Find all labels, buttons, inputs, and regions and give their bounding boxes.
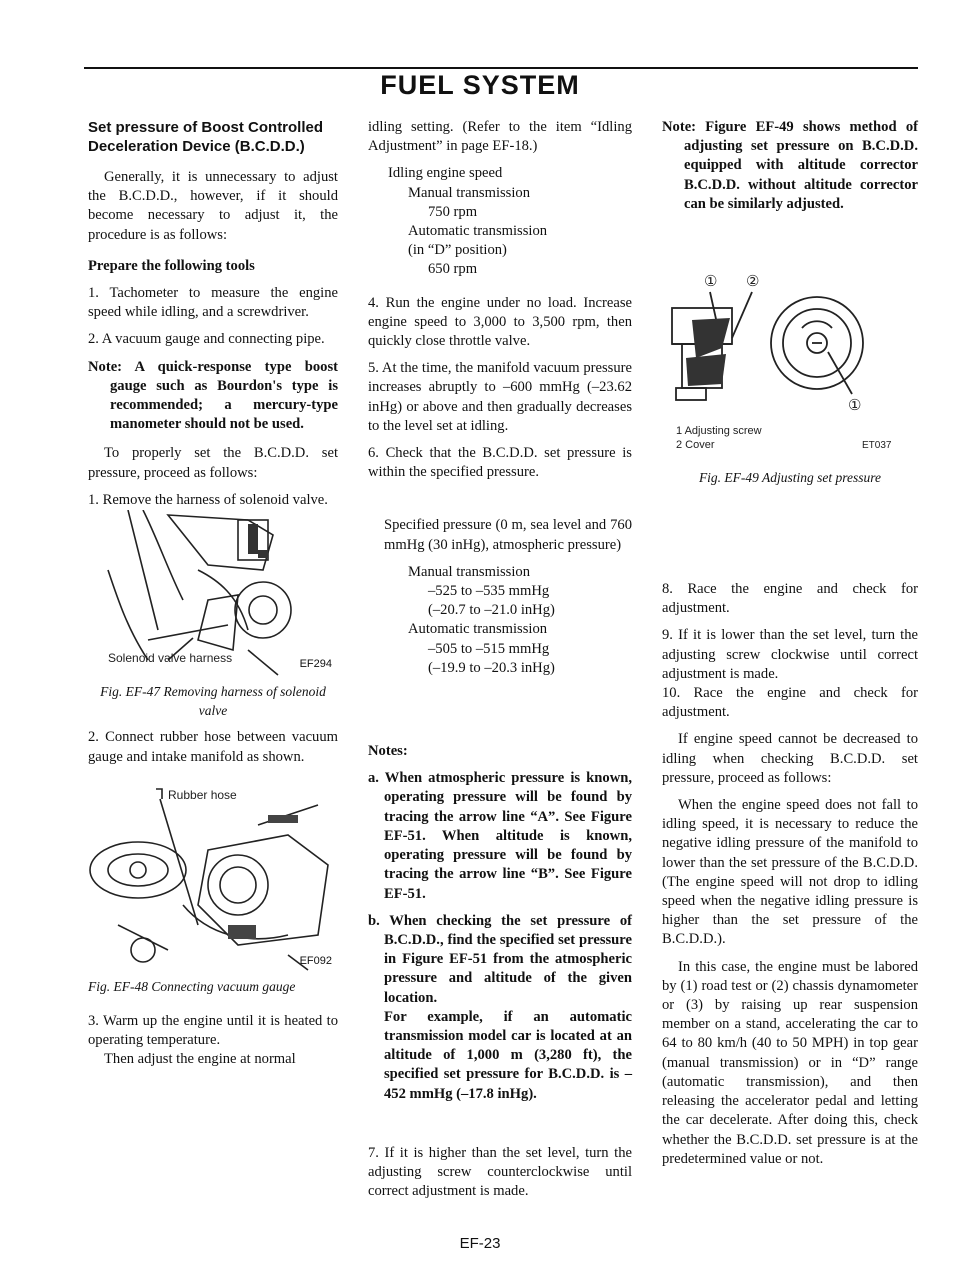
step-7: 7. If it is higher than the set level, turn the adjusting screw counterclockwise until correct adjustment is made. (368, 1144, 632, 1200)
column-right (662, 118, 918, 1177)
page-number: EF-23 (459, 1235, 501, 1252)
idle-at-position: (in “D” position) (408, 242, 507, 259)
step-10: 10. Race the engine and check for adjustment. (662, 685, 918, 721)
spec-at-inhg: (–19.9 to –20.3 inHg) (428, 659, 555, 676)
note-b-example: For example, if an automatic transmission model car is located at an altitude of 1,000 m (3,280 ft), the specified set pressure for B.C.D.D. is –452 mmHg (–17.8 inHg). (384, 1008, 632, 1102)
idle-mt-label: Manual transmission (408, 184, 531, 201)
tool-item-1: 1. Tachometer to measure the engine speed while idling, and a screwdriver. (88, 285, 338, 321)
spec-heading: Specified pressure (0 m, sea level and 760 mmHg (30 inHg), atmospheric pressure) (384, 517, 632, 553)
step-3-continued: Then adjust the engine at normal (104, 1051, 296, 1068)
fig49-callout-1: ① (704, 273, 718, 291)
spec-mt-mmhg: –525 to –535 mmHg (428, 583, 550, 600)
idling-reference: idling setting. (Refer to the item “Idling Adjustment” in page EF-18.) (368, 119, 632, 155)
adjusting-screw-illustration (662, 258, 918, 458)
para-labored: In this case, the engine must be labored by (1) road test or (2) chassis dynamometer or (3) by raising up rear suspension member on a stand, accelerating the car to 64 to 80 km/h (40 to 50 MPH) in top gear (manual transmission) or in “D” range (automatic transmission), and then releasing the accelerator pedal and letting the car decelerate. After doing this, check whether the B.C.D.D. set pressure is at the predetermined value or not. (662, 958, 918, 1167)
note-altitude-corrector: Note: Figure EF-49 shows method of adjusting set pressure on B.C.D.D. equipped with altitude corrector B.C.D.D. without altitude corrector can be similarly adjusted. (662, 119, 918, 212)
para-cannot-decrease: If engine speed cannot be decreased to idling when checking B.C.D.D. set pressure, proceed as follows: (662, 731, 918, 786)
spec-mt-label: Manual transmission (408, 563, 531, 580)
note-gauge: Note: A quick-response type boost gauge such as Bourdon's type is recommended; a mercury-type manometer should not be used. (88, 358, 338, 433)
header-rule (84, 67, 918, 69)
tools-heading: Prepare the following tools (88, 257, 255, 274)
note-b: b. When checking the set pressure of B.C.D.D., find the specified set pressure in Figure EF-51 from the atmospheric pressure and altitude of the given location. (368, 912, 632, 1006)
fig49-caption: Fig. EF-49 Adjusting set pressure (698, 470, 882, 486)
idle-at-label: Automatic transmission (408, 223, 548, 240)
fig49-code: ET037 (862, 440, 892, 452)
fig49-legend-1: 1 Adjusting screw (676, 425, 762, 438)
step-8: 8. Race the engine and check for adjustment. (662, 581, 918, 617)
column-middle (368, 118, 632, 1209)
spec-mt-inhg: (–20.7 to –21.0 inHg) (428, 602, 555, 619)
vacuum-gauge-illustration (88, 775, 338, 975)
note-a: a. When atmospheric pressure is known, operating pressure will be found by tracing the arrow line “A”. See Figure EF-51. When altitude is known, operating pressure will be found by tracing the arrow line “B”. See Figure EF-51. (368, 770, 632, 902)
step-6: 6. Check that the B.C.D.D. set pressure is within the specified pressure. (368, 445, 632, 481)
idle-mt-value: 750 rpm (428, 203, 478, 220)
fig47-caption: Fig. EF-47 Removing harness of solenoid valve (100, 684, 326, 719)
step-9: 9. If it is lower than the set level, turn the adjusting screw clockwise until correct adjustment is made. (662, 627, 918, 682)
fig49-legend-2: 2 Cover (676, 439, 715, 452)
fig49-callout-3: ① (848, 397, 862, 415)
fig48-label: Rubber hose (168, 787, 237, 802)
intro-paragraph: Generally, it is unnecessary to adjust the B.C.D.D., however, if it should become necessary to adjust it, the procedure is as follows: (88, 169, 338, 243)
step-4: 4. Run the engine under no load. Increase engine speed to 3,000 to 3,500 rpm, then quickly close throttle valve. (368, 294, 632, 350)
spec-at-label: Automatic transmission (408, 621, 548, 638)
column-left (88, 118, 338, 1078)
idle-speed-label: Idling engine speed (388, 165, 503, 182)
set-intro: To properly set the B.C.D.D. set pressure, proceed as follows: (88, 445, 338, 481)
step-2: 2. Connect rubber hose between vacuum gauge and intake manifold as shown. (88, 729, 338, 765)
page-title: FUEL SYSTEM (380, 70, 580, 100)
spec-at-mmhg: –505 to –515 mmHg (428, 640, 550, 657)
step-3: 3. Warm up the engine until it is heated to operating temperature. (88, 1013, 338, 1049)
figure-ef47 (88, 510, 338, 680)
idle-at-value: 650 rpm (428, 261, 478, 278)
section-heading: Set pressure of Boost Controlled Deceleration Device (B.C.D.D.) (88, 119, 324, 155)
fig48-caption: Fig. EF-48 Connecting vacuum gauge (88, 978, 296, 994)
fig48-code: EF092 (299, 954, 332, 967)
fig49-callout-2: ② (746, 273, 760, 291)
notes-heading: Notes: (368, 743, 408, 760)
figure-ef48 (88, 775, 338, 975)
step-1: 1. Remove the harness of solenoid valve. (88, 491, 328, 508)
fig47-code: EF294 (299, 657, 332, 670)
figure-ef49 (662, 258, 918, 488)
step-5: 5. At the time, the manifold vacuum pressure increases abruptly to –600 mmHg (–23.62 inHg) or above and then gradually decreases to the level set at idling. (368, 360, 632, 434)
fig47-label: Solenoid valve harness (108, 651, 233, 666)
para-negative-pressure: When the engine speed does not fall to idling speed, it is necessary to reduce the negative idling pressure of the manifold to lower than the set pressure of the B.C.D.D. (The engine speed will not drop to idling speed when the negative idling pressure is higher than the set pressure of the B.C.D.D.). (662, 797, 918, 948)
tool-item-2: 2. A vacuum gauge and connecting pipe. (88, 331, 325, 348)
